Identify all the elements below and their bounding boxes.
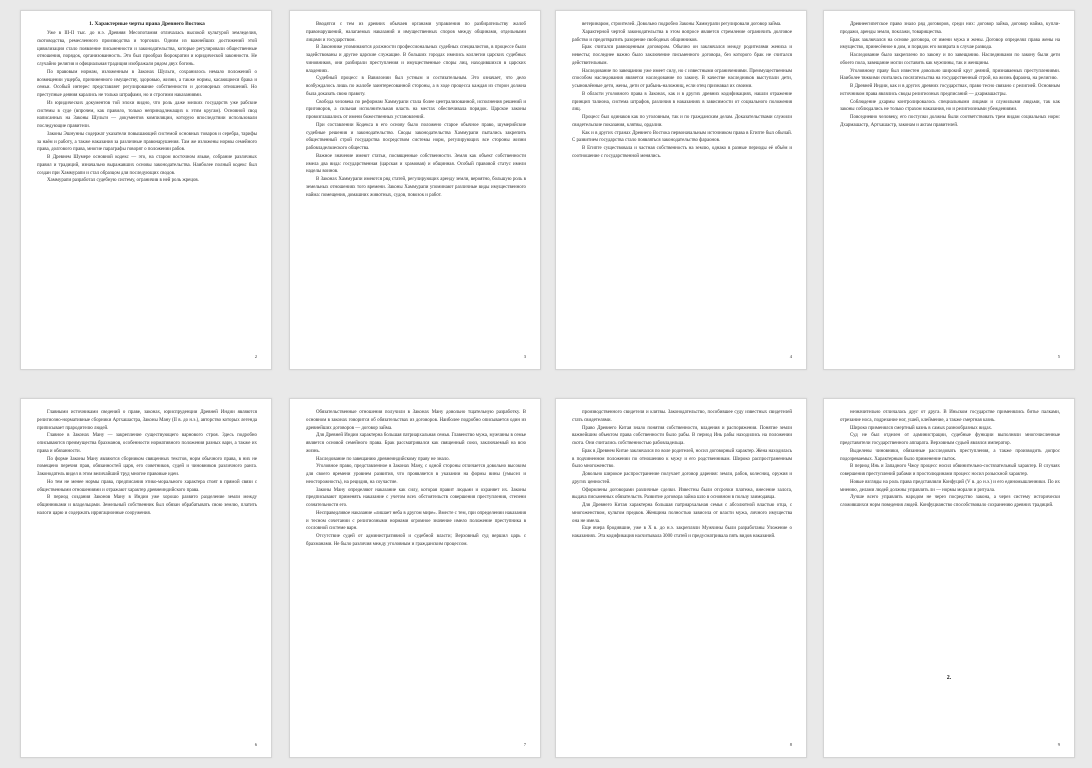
paragraph: Обязательственные отношения получили в Законах Ману довольно тщательную разработку. В основном в законах говорится об обязательствах из договоров. Наиболее подробно описывается один из древнейших договоров — договор займа. bbox=[306, 410, 526, 431]
paragraph: По форме Законы Ману являются сборником священных текстов, норм обычного права, в них не помещено перечня прав, обязанностей царя, его советников, судей и чиновников различного ранга. Законодатель видел в этом величайший труд многие правовые идеи. bbox=[37, 456, 257, 477]
paragraph: Уголовное право, представленное в Законах Ману, с одной стороны отличается довольно высоким для своего времени уровнем развития, что проявляется в указании на формы вины (умысел и неосторожность), на рецидив, на соучастие. bbox=[306, 464, 526, 485]
paragraph: Из юридических документов той эпохи видно, что роль даже мелких государств уже рабские системы в суде (впрочем, как правило, только непринадлежащих к этим кругам). Основной свод написанных на Законы Шульги — документов компиляции, которую впоследствии использовали последующие правители. bbox=[37, 100, 257, 130]
paragraph: Свобода человека по реформам Хаммурапи стала более централизованной, исполнения решений и приговоров, а сильная исполнительная власть на местах обеспечивала порядок. Царское законы провозглашались от имени божественных установлений. bbox=[306, 99, 526, 120]
paragraph: В период Инь и Западного Чжоу процесс носил обвинительно-состязательный характер. В случаях совершения преступлений рабами и простолюдинами процесс носил розыскной характер. bbox=[840, 464, 1060, 477]
paragraph: Брак считался равноценным договором. Обычно он заключался между родителями жениха и невесты; последнее важно было заключение письменного договора, без которого брак не считался действительным. bbox=[572, 45, 792, 66]
paragraph: незначительно отличалась друг от друга. В Иньском государстве применялись битье палками, отрезание носа, подрезание ног, ушей, клеймение, а также смертная казнь. bbox=[840, 410, 1060, 423]
paragraph: Для Древнего Китая характерна большая патриархальная семья с абсолютной властью отца, с многоженством, культом предков. Женщина полностью зависела от власти мужа, личного имущества она не имела. bbox=[572, 503, 792, 524]
chapter-heading: 2. bbox=[946, 675, 952, 681]
paragraph: По правовым нормам, изложенным в Законах Шульги, сохранилось немало положений о возмещении ущерба, причиненного имуществу, здоровью, жизни, а также нормы, касающиеся брака и семьи. Особый интерес представляет регулирование собственности и договорных отношений. Но преступные деяния карались не только штрафами, но и строгими наказаниями. bbox=[37, 69, 257, 99]
paragraph: Главное в Законах Ману — закрепление существующего варнового строя. Здесь подробно описываются преимущества брахманов, особенности нормативного положения разных варн, а также их права и обязанности. bbox=[37, 433, 257, 454]
paragraph: Несправедливое наказание «лишает неба в другом мире». Вместе с тем, при определении наказания и тесном сочетании с религиозными нормами огромное значение имело положение преступника в сословной системе варн. bbox=[306, 510, 526, 532]
paragraph: Наследование было закреплено по закону и по завещанию. Наследниками по закону были дети обоего пола, завещание могли составить как мужчины, так и женщины. bbox=[840, 53, 1060, 66]
paragraph: Отсутствие судей от административной и судебной власти; Верховный суд вершил царь с брахманами. Не было различия между уголовным и гражданским процессом. bbox=[306, 534, 526, 547]
page-number: 8 bbox=[789, 742, 792, 747]
page-number: 5 bbox=[1057, 354, 1060, 359]
document-page-6[interactable] bbox=[289, 398, 541, 758]
document-page-8[interactable] bbox=[823, 398, 1075, 758]
paragraph: Уголовному праву был известен довольно широкий круг деяний, признаваемых преступлениями. Наиболее тяжкими считались посягательства на государственный строй, на жизнь фараона, на религию. bbox=[840, 68, 1060, 82]
paragraph: Брак в Древнем Китае заключался по воле родителей, носил договорный характер. Жена находилась в подчиненном положении по отношению к мужу и его родственникам. Широко распространенным было многоженство. bbox=[572, 448, 792, 470]
paragraph: Законы Ману определяют наказание как силу, которая правит людьми и охраняет их. Законы предписывают применять наказание с учетом всех обстоятельств совершения преступления, степени сознательности его. bbox=[306, 487, 526, 508]
paragraph: Повседневно человеку, его поступки должны были соответствовать трем видам социальных норм: Дхармашастр, Артхашастр, законам и актам правителей. bbox=[840, 115, 1060, 128]
document-page-5[interactable] bbox=[20, 398, 272, 758]
paragraph: Вводятся с тем из древних обычаев органами управления по разбирательству жалоб правонарушений, налагаемых наказаний и имущественных споров между общинами, отдельными лицами и государством. bbox=[306, 22, 526, 43]
paragraph: В области уголовного права в Законах, как и в других древних кодификациях, нашли отражение принцип талиона, система штрафов, различия в наказаниях в зависимости от социального положения лиц. bbox=[572, 91, 792, 113]
paragraph: Брак заключался на основе договора, от имени мужа и жены. Договор определял права жены на имущество, принесённое в дом, и порядок его возврата в случае развода. bbox=[840, 37, 1060, 51]
document-page-1[interactable] bbox=[20, 10, 272, 370]
document-page-3[interactable] bbox=[555, 10, 807, 370]
page-number: 3 bbox=[523, 354, 526, 359]
page-number: 9 bbox=[1057, 742, 1060, 747]
paragraph: производственного свидетеля и клятвы. Законодательство, пособившее суду известных свидетелей стать свидетелями. bbox=[572, 410, 792, 423]
paragraph: В Древнем Шумере основной кодекс — это, на старом восточном языке, собрание различных правил и традиций, изначально выражавших основы законодательства. Наиболее полный кодекс был создан при Хаммурапи и стал образцом для последующих сводов. bbox=[37, 155, 257, 176]
paragraph: Судебный процесс в Вавилонии был устным и состязательным. Это означает, что дело возбуждалось лишь по жалобе заинтересованной стороны, а в ходе процесса каждая из сторон должна была доказать свою правоту. bbox=[306, 76, 526, 97]
paragraph: Наследование по завещанию древнеиндийскому праву не знало. bbox=[316, 456, 450, 462]
paragraph: Характерной чертой законодательства в этом вопросе является стремление ограничить долговое рабство и предотвратить разорение свободных общинников. bbox=[572, 29, 792, 43]
paragraph: Лучше всего управлять народом не через посредство закона, а через систему исторически сложившихся норм поведения людей. Конфуцианство способствовало сохранению древних традиций. bbox=[840, 495, 1060, 508]
page-number: 7 bbox=[523, 742, 526, 747]
paragraph: В Законах Хаммурапи имеются ряд статей, регулирующих аренду земли, вероятно, большую роль в земельных отношениях того времени. Законы Хаммурапи упоминают различные виды имущественного найма: помещения, домашних животных, судов, повозок и работ. bbox=[306, 177, 526, 198]
paragraph: Древнеегипетское право знало ряд договоров, среди них: договор займа, договор найма, купли-продажи, аренды земли, поклажи, товарищества. bbox=[840, 22, 1060, 35]
paragraph: При составлении Кодекса в его основу было положено старое обычное право, шумерийские судебные решения и законодательство. Своды законодательства Хаммурапи пытались закрепить общественный строй государства посредством системы норм, регулирующих все стороны жизни рабовладельческого общества. bbox=[306, 122, 526, 151]
paragraph: Уже в III-II тыс. до н.э. Древняя Месопотамия отличалась высокой культурой земледелия, скотоводства, ремесленного производства и торговли. Одним из важнейших достижений этой цивилизации стало появление письменности и законодательства, которые регулировали общественные отношения, порядок, организованность. Это был прообраз бюрократии и юридической законности. Не случайно религия и официальная традиция изображали рядом двух богинь. bbox=[37, 31, 257, 68]
paragraph: Процесс был одинаков как по уголовным, так и по гражданским делам. Доказательствами служили свидетельские показания, клятвы, ордалии. bbox=[572, 115, 792, 128]
section-title: 1. Характерные черты права Древнего Востока bbox=[89, 21, 205, 27]
paragraph: В Законнике упоминаются должности профессиональных судебных специалистов, в процессе были задействованы и другие царские служащие. В больших городах имелись коллегии царских судебных чиновников, они разбирали преступления и имущественные споры лиц, находившихся в царских владениях. bbox=[306, 45, 526, 74]
paragraph: Важное значение имеют статьи, посвященные собственности. Земля как объект собственности имела два вида: государственная (царская и храмовая) и общинная. Особый правовой статус имели наделы воинов. bbox=[306, 153, 526, 175]
paragraph: Широко применялся смертный казнь в самых разнообразных видах. bbox=[850, 425, 993, 431]
paragraph: В Древней Индии, как и в других древних государствах, право тесно связано с религией. Основным источником права являлись своды религиозных предписаний — дхармашастры. bbox=[840, 84, 1060, 97]
page-number: 6 bbox=[254, 742, 257, 747]
document-page-7[interactable] bbox=[555, 398, 807, 758]
paragraph: Оформлены договорами различные сделки. Известны были отсрочки платежа, внесение залога, выдача письменных обязательств. Развитие договора займа шло в основном в пользу заимодавца. bbox=[572, 487, 792, 501]
paragraph: Новые взгляды на роль права представляли Конфуций (V в. до н.э.) и его единомышленники. По их мнению, делами людей должны управлять ли — нормы морали и ритуала. bbox=[840, 479, 1060, 493]
page-number: 4 bbox=[789, 354, 792, 359]
paragraph: Главными источниками сведений о праве, законах, юриспруденции Древней Индии являются религиозно-нормативные сборники Артхашастра, Законы Ману (II в. до н.э.), авторство которых легенда приписывает прародителю людей. bbox=[37, 410, 257, 431]
document-page-2[interactable] bbox=[289, 10, 541, 370]
paragraph: Суд не был отделен от администрации, судебные функции выполняли многочисленные представители государственного аппарата. Верховным судьей являлся император. bbox=[840, 433, 1060, 446]
paragraph: Соблюдение дхармы контролировалось специальными лицами и служилыми людьми, так как законы соблюдались не только страхом наказания, но и религиозными убеждениями. bbox=[840, 99, 1060, 113]
paragraph: Право Древнего Китая знало понятия собственности, владения и распоряжения. Понятие земли важнейшим объектом права собственности было рабы. В период Инь рабы находились на положении скота. Они считались собственностью рабовладельца. bbox=[572, 425, 792, 446]
page-number: 2 bbox=[254, 354, 257, 359]
paragraph: Еще вчера бродившие, уже в Х в. до н.э. закрепляли Мужчины были разработаны Уложение о наказаниях. Эта кодификация насчитывала 3000 статей и предусматривала пять видов наказаний. bbox=[572, 526, 792, 539]
paragraph: Как и в других странах Древнего Востока первоначальным источником права в Египте был обычай. С развитием государства стало появляться законодательство фараонов. bbox=[572, 130, 792, 144]
paragraph: Наследование по завещанию уже имеет силу, но с известными ограничениями. Преимущественным способом наследования является наследование по закону. В качестве наследников выступали дети, усыновлённые дети, жены, дети от рабынь-наложниц, если отец признавал их своими. bbox=[572, 68, 792, 89]
paragraph: Для Древней Индии характерна большая патриархальная семья. Главенство мужа, мужчины в семье является основой семейного права. Брак рассматривался как священный союз, заключаемый на всю жизнь. bbox=[306, 433, 526, 454]
paragraph: Довольно широкое распространение получает договор дарения: земли, рабов, колесниц, оружия и других ценностей. bbox=[572, 472, 792, 485]
paragraph: ветеринаром, строителей. Довольно подробно Законы Хаммурапи регулировали договор займа. bbox=[582, 22, 782, 27]
paragraph: Законы Эшнунны содержат указатели повышающей системой основных товаров и серебра, тарифы за наём и работу, а также наказания за различные правонарушения. Там же изложены нормы семейного права, долгового права, многие параграфы говорят о положении рабов. bbox=[37, 131, 257, 153]
paragraph: Но тем не менее нормы права, предписания этико-морального характера стоят в прямой связи с общественными отношениями и отражают характер древнеиндийского права. bbox=[37, 479, 257, 493]
paragraph: Хаммурапи разработал судебную систему, ограничив в ней роль жрецов. bbox=[47, 178, 199, 184]
paragraph: В период создания Законов Ману в Индии уже хорошо развито разделение земли между общинниками и владельцами. Земельный собственник был обязан обрабатывать свою землю, платить налоги царю и содержать ирригационные сооружения. bbox=[37, 495, 257, 516]
paragraph: В Египте существовала и частная собственность на землю, однако в разные периоды её объём и соотношение с государственной менялись. bbox=[572, 146, 792, 159]
document-page-4[interactable] bbox=[823, 10, 1075, 370]
paragraph: Выделены чиновники, обязанные расследовать преступления, а также производить допрос подозреваемых. Характерным было применение пыток. bbox=[840, 448, 1060, 462]
